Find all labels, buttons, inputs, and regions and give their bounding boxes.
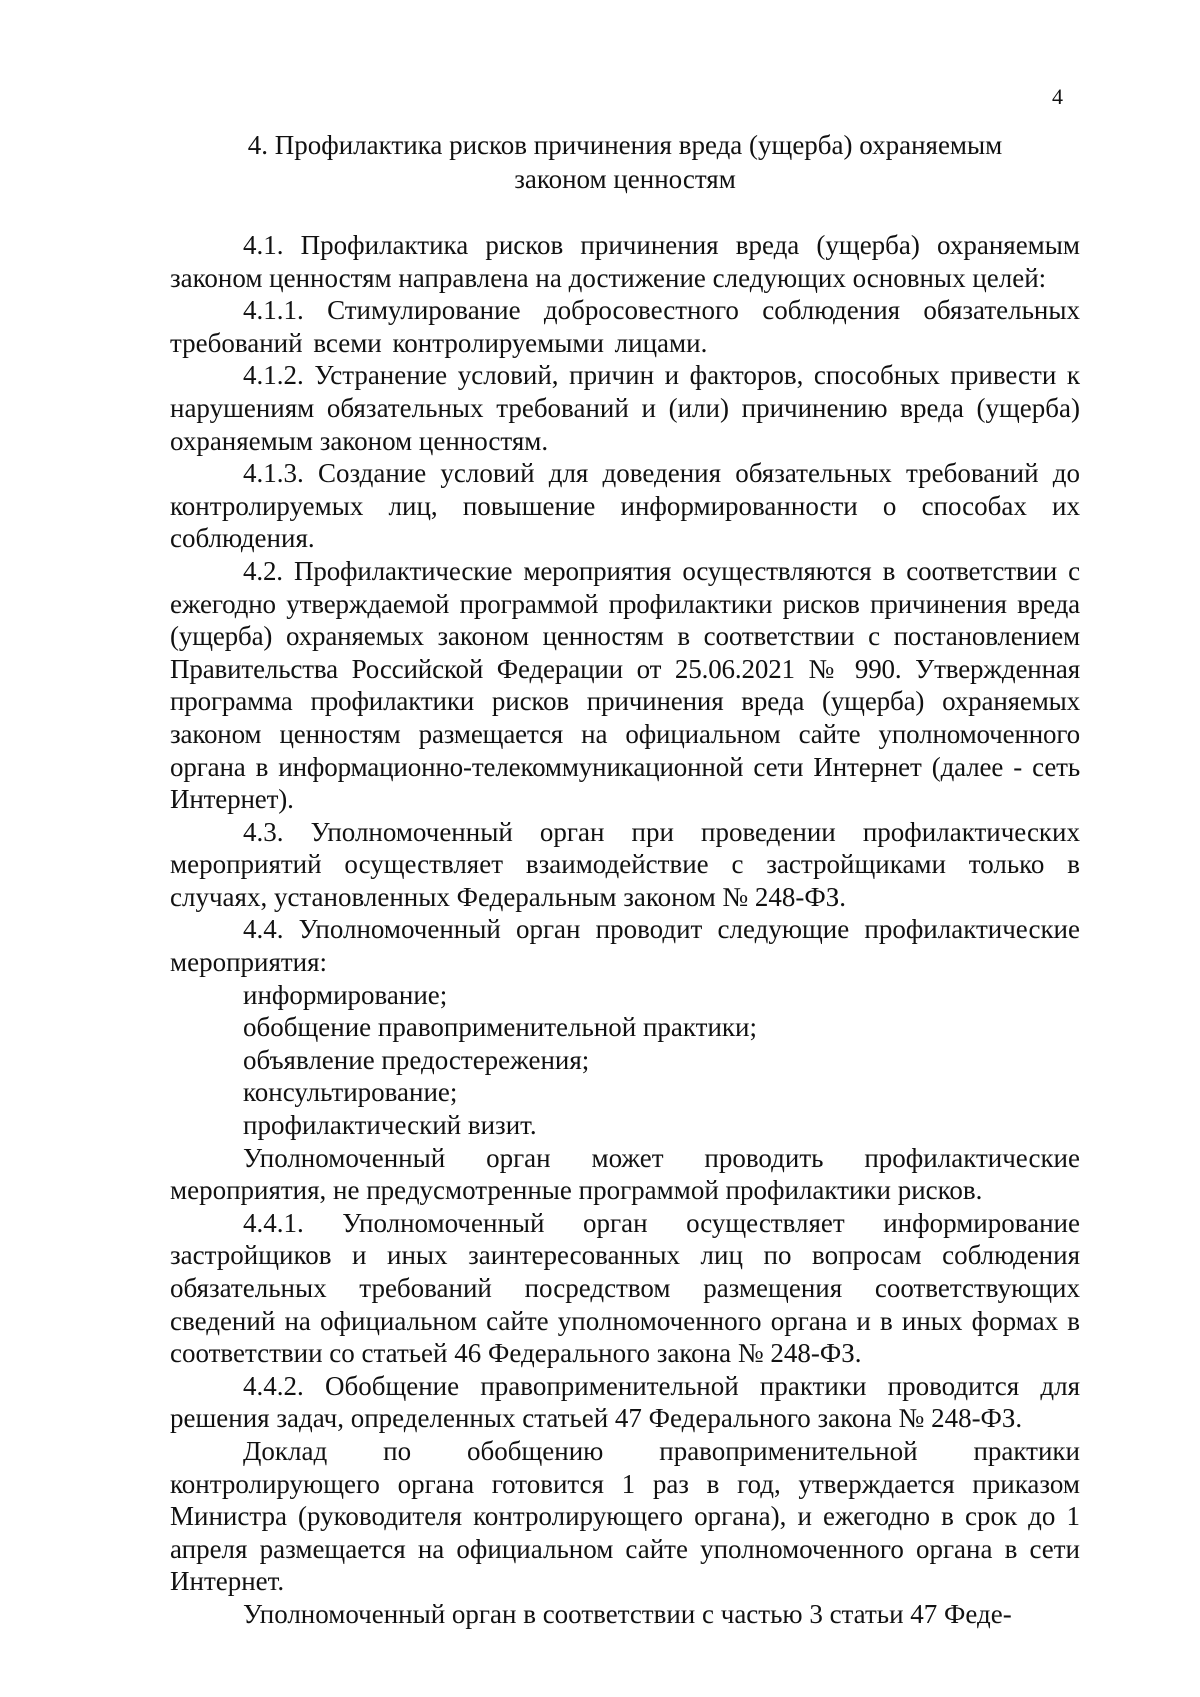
paragraph-extra-measures: Уполномоченный орган может проводить профилактические мероприятия, не предусмотренные программой профилактики рисков.	[170, 1142, 1080, 1206]
paragraph-4-4-2: 4.4.2. Обобщение правоприменительной практики проводится для решения задач, определенных статьей 47 Федерального закона № 248-ФЗ.	[170, 1370, 1080, 1434]
paragraph-4-2: 4.2. Профилактические мероприятия осуществляются в соответствии с ежегодно утверждаемой программой профилактики рисков причинения вреда (ущерба) охраняемых законом ценностям в соответствии с постановлением Правительства Российской Федерации от 25.06.2021 № 990. Утвержденная программа профилактики рисков причинения вреда (ущерба) охраняемых законом ценностям размещается на официальном сайте уполномоченного органа в информационно-телекоммуникационной сети Интернет (далее - сеть Интернет).	[170, 555, 1080, 815]
list-item: профилактический визит.	[243, 1110, 537, 1141]
measures-list	[170, 979, 1080, 1142]
paragraph-4-4: 4.4. Уполномоченный орган проводит следующие профилактические мероприятия:	[170, 914, 1080, 978]
paragraph-4-1-3: 4.1.3. Создание условий для доведения обязательных требований до контролируемых лиц, повышение информированности о способах их соблюдения.	[170, 458, 1080, 554]
section-heading	[170, 128, 1080, 196]
body-text	[170, 229, 1080, 1631]
paragraph-4-1-2: 4.1.2. Устранение условий, причин и факторов, способных привести к нарушениям обязательных требований и (или) причинению вреда (ущерба) охраняемым законом ценностям.	[170, 360, 1080, 456]
list-item: информирование;	[243, 979, 448, 1010]
section-heading-line-2: законом ценностям	[514, 164, 736, 194]
section-heading-line-1: 4. Профилактика рисков причинения вреда (ущерба) охраняемым	[247, 130, 1003, 160]
paragraph-4-3: 4.3. Уполномоченный орган при проведении профилактических мероприятий осуществляет взаимодействие с застройщиками только в случаях, установленных Федеральным законом № 248-ФЗ.	[170, 816, 1080, 912]
page-number: 4	[1052, 84, 1063, 109]
paragraph-continued: Уполномоченный орган в соответствии с частью 3 статьи 47 Феде-	[243, 1598, 1012, 1629]
list-item: объявление предостережения;	[243, 1044, 590, 1075]
list-item: консультирование;	[243, 1077, 458, 1108]
list-item: обобщение правоприменительной практики;	[243, 1012, 757, 1043]
paragraph-4-1: 4.1. Профилактика рисков причинения вреда (ущерба) охраняемым законом ценностям направлена на достижение следующих основных целей:	[170, 230, 1080, 293]
paragraph-4-1-1: 4.1.1. Стимулирование добросовестного соблюдения обязательных требований всеми контролируемыми лицами.	[170, 295, 1080, 358]
paragraph-4-4-1: 4.4.1. Уполномоченный орган осуществляет информирование застройщиков и иных заинтересованных лиц по вопросам соблюдения обязательных требований посредством размещения соответствующих сведений на официальном сайте уполномоченного органа и в иных формах в соответствии со статьей 46 Федерального закона № 248-ФЗ.	[170, 1207, 1080, 1369]
paragraph-report: Доклад по обобщению правоприменительной практики контролирующего органа готовится 1 раз в год, утверждается приказом Министра (руководителя контролирующего органа), и ежегодно в срок до 1 апреля размещается на официальном сайте уполномоченного органа в сети Интернет.	[170, 1435, 1080, 1597]
